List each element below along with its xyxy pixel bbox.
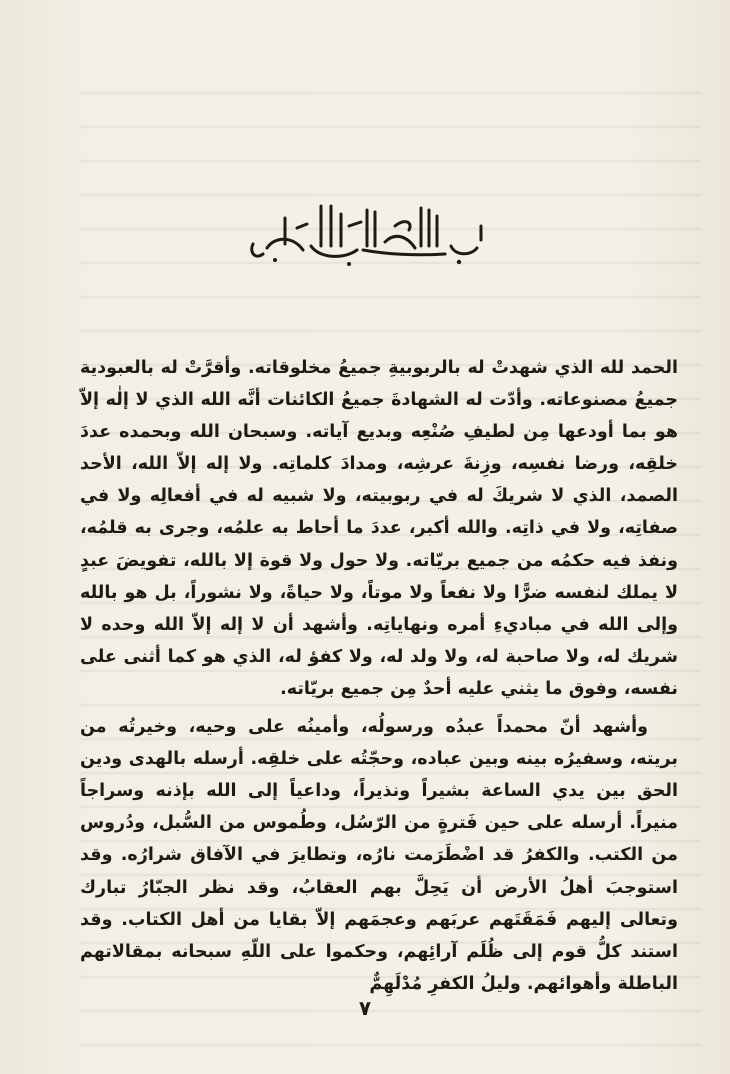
main-text — [80, 352, 678, 1006]
paragraph-2: وأشهد أنّ محمداً عبدُه ورسولُه، وأمينُه على وحيه، وخيرتُه من بريته، وسفيرُه بينه وبين عباده، وحجّتُه على خلقِه. أرسله بالهدى ودين الحق بين يدي الساعة بشيراً ونذيراً، وداعياً إلى الله بإذنه وسراجاً منيراً. أرسله على حين فَترةٍ من الرّسُل، وطُموس من السُّبل، ودُروس من الكتب. والكفرُ قد اضْطَرَمت نارُه، وتطايرَ في الآفاق شرارُه. وقد استوجبَ أهلُ الأرض أن يَحِلَّ بهم العقابُ، وقد نظر الجبّارُ تبارك وتعالى إليهم فَمَقَتَهم عربَهم وعجمَهم إلاّ بقايا من أهل الكتاب. وقد استند كلُّ قوم إلى ظُلَم آرائِهم، وحكموا على اللّهِ سبحانه بمقالاتهم الباطلة وأهوائهم. وليلُ الكفرِ مُدْلَهِمٌّ — [80, 717, 678, 994]
basmala-calligraphy — [245, 196, 485, 268]
basmala-calligraphy-image — [245, 196, 485, 268]
paragraph-1: الحمد لله الذي شهدتْ له بالربوبيةِ جميعُ مخلوقاته. وأقرَّتْ له بالعبودية جميعُ مصنوعاته. وأدّت له الشهادةَ جميعُ الكائنات أنَّه الله الذي لا إلٰه إلاّ هو بما أودعها مِن لطيفِ صُنْعِه وبديع آياته. وسبحان الله وبحمده عددَ خلقِه، ورضا نفسِه، وزِنةَ عرشِه، ومدادَ كلماتِه. ولا إله إلاّ الله، الأحد الصمد، الذي لا شريكَ له في ربوبيته، ولا شبيه له في أفعالِه ولا في صفاتِه، ولا في ذاتِه. والله أكبر، عددَ ما أحاط به علمُه، وجرى به قلمُه، ونفذ فيه حكمُه من جميع بريّاته. ولا حول ولا قوة إلا بالله، تفويضَ عبدٍ لا يملك لنفسه ضرًّا ولا نفعاً ولا موتاً، ولا حياةً، ولا نشوراً، بل هو بالله وإلى الله في مباديءِ أمره ونهاياتِه. وأشهد أن لا إله إلاّ الله وحده لا شريك له، ولا صاحبة له، ولا ولد له، ولا كفؤ له، الذي هو كما أثنى على نفسه، وفوق ما يثني عليه أحدٌ مِن جميع بريّاته. — [80, 358, 678, 699]
page-number: ٧ — [358, 996, 372, 1020]
